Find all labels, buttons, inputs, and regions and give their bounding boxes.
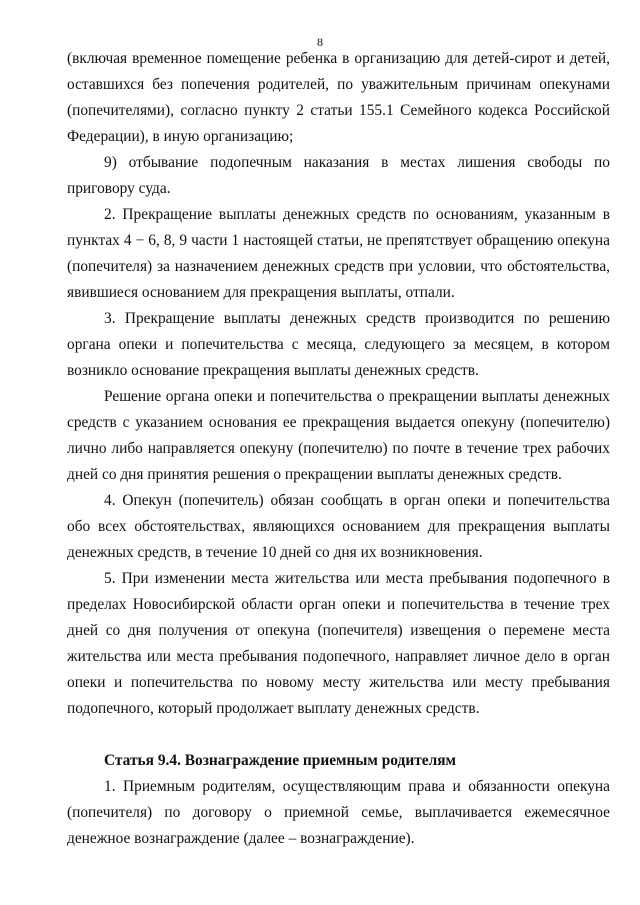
paragraph-item-9: 9) отбывание подопечным наказания в местах лишения свободы по приговору суда.: [67, 154, 610, 197]
paragraph-part-3: 3. Прекращение выплаты денежных средств производится по решению органа опеки и попечительства с месяца, следующего за месяцем, в котором возникло основание прекращения выплаты денежных средств.: [67, 310, 610, 379]
paragraph-article-part-1: 1. Приемным родителям, осуществляющим права и обязанности опекуна (попечителя) по договору о приемной семье, выплачивается ежемесячное денежное вознаграждение (далее – вознаграждение).: [67, 778, 610, 847]
document-body: [67, 46, 610, 852]
paragraph-part-5: 5. При изменении места жительства или места пребывания подопечного в пределах Новосибирской области орган опеки и попечительства в течение трех дней со дня получения от опекуна (попечителя) извещения о перемене места жительства или места пребывания подопечного, направляет личное дело в орган опеки и попечительства по новому месту жительства или месту пребывания подопечного, который продолжает выплату денежных средств.: [67, 570, 610, 717]
paragraph-part-3-decision: Решение органа опеки и попечительства о прекращении выплаты денежных средств с указанием основания ее прекращения выдается опекуну (попечителю) лично либо направляется опекуну (попечителю) по почте в течение трех рабочих дней со дня принятия решения о прекращении выплаты денежных средств.: [67, 388, 610, 483]
page-number: 8: [317, 35, 323, 49]
paragraph-item-8-continued: (включая временное помещение ребенка в организацию для детей-сирот и детей, оставшихся без попечения родителей, по уважительным причинам опекунами (попечителями), согласно пункту 2 статьи 155.1 Семейного кодекса Российской Федерации), в иную организацию;: [67, 50, 610, 145]
article-heading: Статья 9.4. Вознаграждение приемным родителям: [104, 752, 457, 769]
paragraph-part-2: 2. Прекращение выплаты денежных средств по основаниям, указанным в пунктах 4 − 6, 8, 9 части 1 настоящей статьи, не препятствует обращению опекуна (попечителя) за назначением денежных средств при условии, что обстоятельства, явившиеся основанием для прекращения выплаты, отпали.: [67, 206, 610, 301]
paragraph-part-4: 4. Опекун (попечитель) обязан сообщать в орган опеки и попечительства обо всех обстоятельствах, являющихся основанием для прекращения выплаты денежных средств, в течение 10 дней со дня их возникновения.: [67, 492, 610, 561]
